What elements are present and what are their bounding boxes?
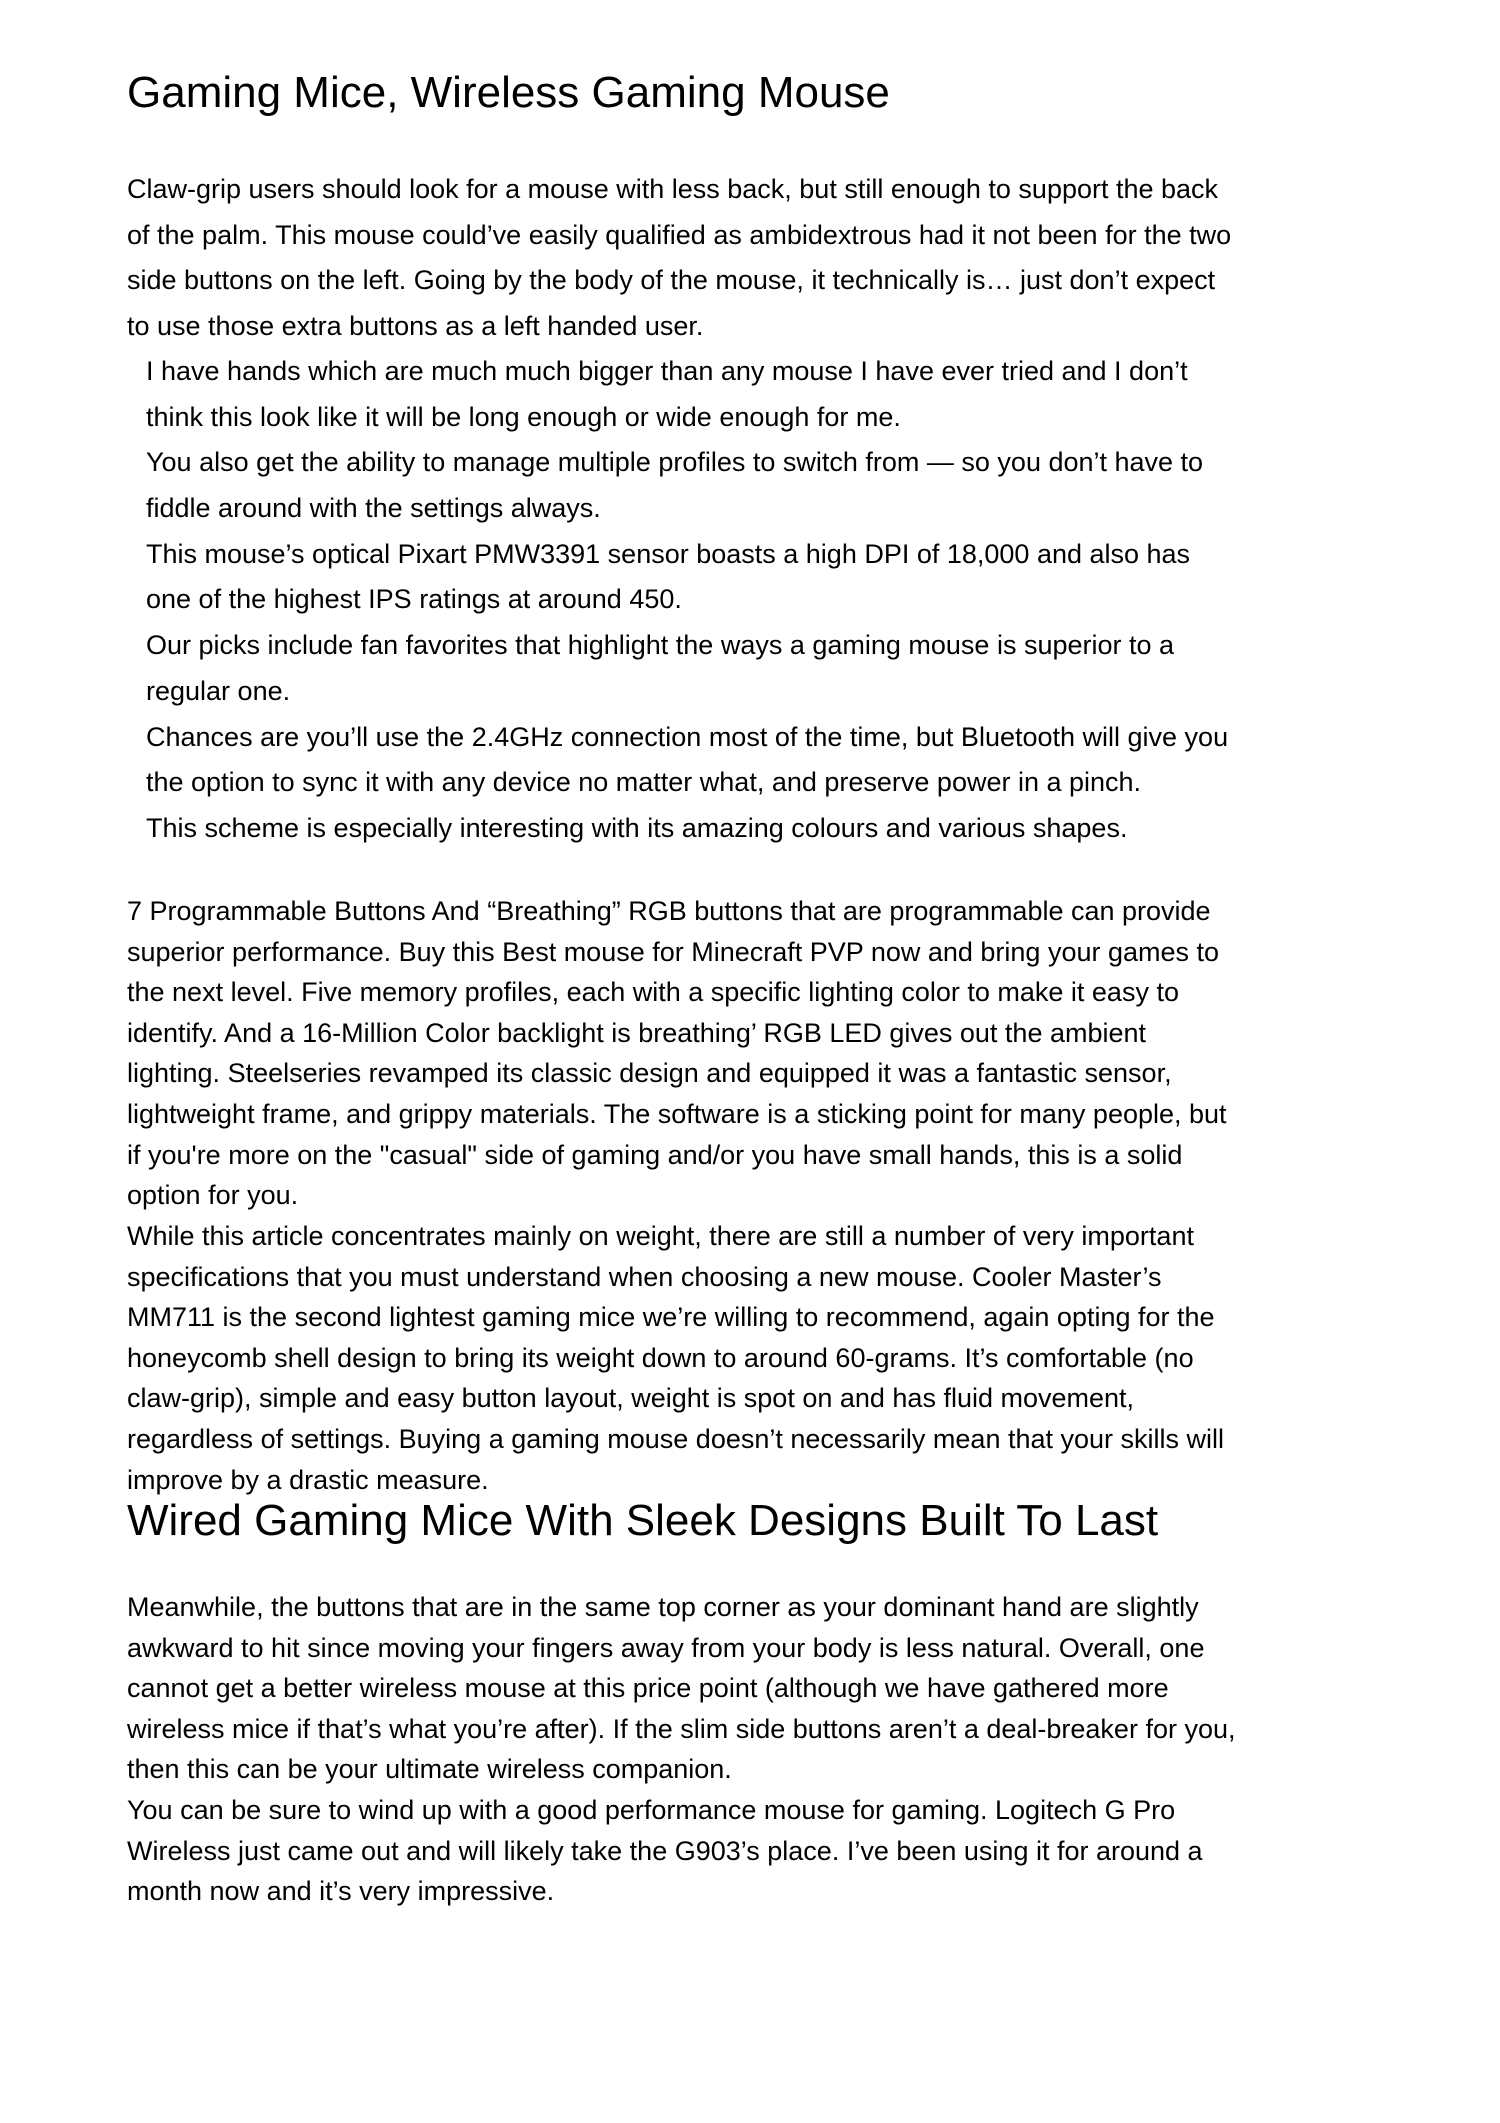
text-line: claw-grip), simple and easy button layout, weight is spot on and has fluid movement, [127,1383,1135,1414]
paragraph-buttons-corner [127,1587,1236,1790]
text-line: You also get the ability to manage multiple profiles to switch from — so you don’t have to [146,447,1204,478]
text-line: the option to sync it with any device no matter what, and preserve power in a pinch. [146,767,1142,798]
text-line: to use those extra buttons as a left handed user. [127,311,704,342]
text-line: regardless of settings. Buying a gaming mouse doesn’t necessarily mean that your skills will [127,1423,1225,1454]
text-line: one of the highest IPS ratings at around 450. [146,584,682,615]
text-line: This scheme is especially interesting with its amazing colours and various shapes. [146,812,1128,843]
text-line: wireless mice if that’s what you’re after). If the slim side buttons aren’t a deal-breaker for you, [127,1713,1236,1744]
text-line: if you're more on the "casual" side of gaming and/or you have small hands, this is a solid [127,1139,1183,1170]
text-line: lighting. Steelseries revamped its classic design and equipped it was a fantastic sensor, [127,1058,1172,1089]
text-line: regular one. [146,675,291,706]
text-line: Wireless just came out and will likely take the G903’s place. I’ve been using it for around a [127,1835,1203,1866]
text-line: While this article concentrates mainly on weight, there are still a number of very important [127,1221,1194,1251]
text-line: Our picks include fan favorites that highlight the ways a gaming mouse is superior to a [146,630,1175,661]
paragraph-logitech [127,1790,1203,1912]
text-line: honeycomb shell design to bring its weight down to around 60-grams. It’s comfortable (no [127,1342,1194,1373]
text-line: think this look like it will be long enough or wide enough for me. [146,401,901,432]
paragraph-claw-grip [127,167,1231,350]
text-line: 7 Programmable Buttons And “Breathing” RGB buttons that are programmable can provide [127,896,1211,926]
text-line: superior performance. Buy this Best mouse for Minecraft PVP now and bring your games to [127,936,1220,967]
indented-text-list [146,349,1228,852]
text-line: lightweight frame, and grippy materials. The software is a sticking point for many people, but [127,1098,1227,1129]
text-line: awkward to hit since moving your fingers away from your body is less natural. Overall, one [127,1632,1205,1663]
text-line: I have hands which are much much bigger than any mouse I have ever tried and I don’t [146,356,1188,386]
text-line: Chances are you’ll use the 2.4GHz connection most of the time, but Bluetooth will give you [146,721,1229,752]
text-line: specifications that you must understand when choosing a new mouse. Cooler Master’s [127,1261,1162,1292]
text-line: fiddle around with the settings always. [146,493,601,524]
heading-gaming-mice: Gaming Mice, Wireless Gaming Mouse [127,68,890,117]
text-line: of the palm. This mouse could’ve easily qualified as ambidextrous had it not been for the two [127,219,1232,250]
text-line: option for you. [127,1180,299,1211]
text-line: You can be sure to wind up with a good performance mouse for gaming. Logitech G Pro [127,1795,1176,1825]
text-line: then this can be your ultimate wireless companion. [127,1754,732,1785]
text-line: Claw-grip users should look for a mouse with less back, but still enough to support the back [127,174,1219,204]
text-line: This mouse’s optical Pixart PMW3391 sensor boasts a high DPI of 18,000 and also has [146,538,1191,569]
heading-wired-gaming-mice: Wired Gaming Mice With Sleek Designs Built To Last [127,1496,1159,1545]
text-line: cannot get a better wireless mouse at this price point (although we have gathered more [127,1673,1169,1704]
text-line: the next level. Five memory profiles, each with a specific lighting color to make it easy to [127,977,1179,1008]
paragraph-weight [127,1216,1224,1500]
text-line: identify. And a 16-Million Color backlight is breathing’ RGB LED gives out the ambient [127,1017,1147,1048]
paragraph-programmable-buttons [127,891,1227,1216]
text-line: month now and it’s very impressive. [127,1876,555,1907]
text-line: MM711 is the second lightest gaming mice we’re willing to recommend, again opting for the [127,1302,1215,1333]
text-line: improve by a drastic measure. [127,1464,489,1495]
text-line: Meanwhile, the buttons that are in the same top corner as your dominant hand are slightly [127,1592,1199,1622]
text-line: side buttons on the left. Going by the body of the mouse, it technically is… just don’t expect [127,265,1216,296]
